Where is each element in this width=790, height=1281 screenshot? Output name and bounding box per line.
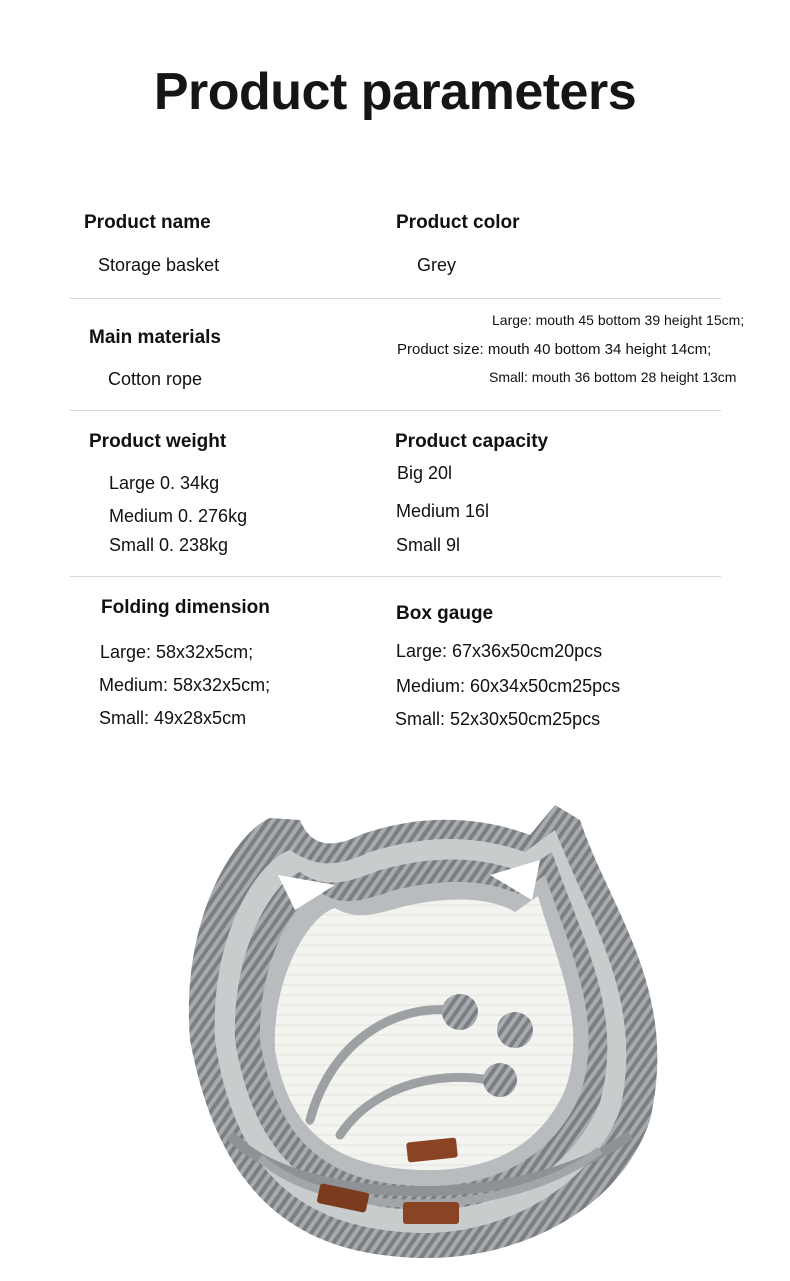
divider [70, 298, 721, 299]
product-name-label: Product name [84, 212, 211, 233]
product-color-label: Product color [396, 212, 520, 233]
weight-small: Small 0. 238kg [109, 535, 229, 555]
page-title: Product parameters [153, 63, 637, 121]
product-color-value: Grey [417, 255, 457, 275]
divider [70, 410, 721, 411]
folding-large: Large: 58x32x5cm; [100, 642, 254, 662]
product-size-large: Large: mouth 45 bottom 39 height 15cm; [492, 312, 745, 328]
product-size-small: Small: mouth 36 bottom 28 height 13cm [489, 369, 737, 385]
box-gauge-label: Box gauge [396, 603, 494, 624]
weight-large: Large 0. 34kg [109, 473, 220, 493]
box-small: Small: 52x30x50cm25pcs [395, 709, 601, 729]
folding-medium: Medium: 58x32x5cm; [99, 675, 271, 695]
weight-medium: Medium 0. 276kg [109, 506, 248, 526]
product-capacity-label: Product capacity [395, 431, 549, 452]
folding-dimension-label: Folding dimension [101, 597, 270, 618]
product-name-value: Storage basket [98, 255, 220, 275]
product-size-medium: Product size: mouth 40 bottom 34 height 14cm; [397, 341, 712, 358]
box-large: Large: 67x36x50cm20pcs [396, 641, 603, 661]
capacity-large: Big 20l [397, 463, 453, 483]
divider [70, 576, 721, 577]
main-materials-label: Main materials [89, 327, 221, 348]
product-weight-label: Product weight [89, 431, 227, 452]
capacity-medium: Medium 16l [396, 501, 490, 521]
product-image [160, 790, 680, 1270]
folding-small: Small: 49x28x5cm [99, 708, 247, 728]
capacity-small: Small 9l [396, 535, 461, 555]
main-materials-value: Cotton rope [108, 369, 203, 389]
box-medium: Medium: 60x34x50cm25pcs [396, 676, 621, 696]
